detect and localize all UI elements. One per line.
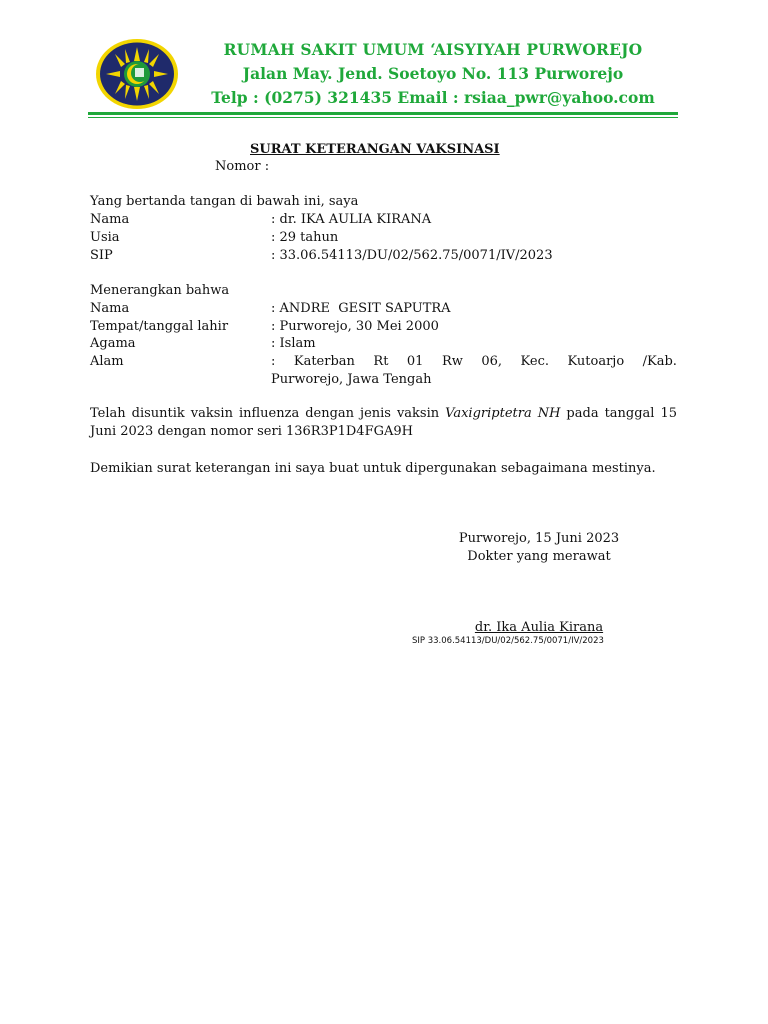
signer-nama-value: : dr. IKA AULIA KIRANA [271,212,432,227]
alamat-word: Rt [373,354,389,369]
patient-alamat-label: Alam [90,354,124,369]
alamat-word: Rw [441,354,463,369]
nomor-label: Nomor : [215,159,270,174]
aisyiyah-sun-emblem-icon [94,37,180,111]
letterhead-thick-rule [88,112,678,115]
hospital-name: RUMAH SAKIT UMUM ‘AISYIYAH PURWOREJO [223,40,643,59]
alamat-word: 01 [406,354,424,369]
signature-sip: SIP 33.06.54113/DU/02/562.75/0071/IV/2023 [412,636,604,646]
signer-sip-value: : 33.06.54113/DU/02/562.75/0071/IV/2023 [271,248,553,263]
alamat-word: 06, [481,354,503,369]
vaccine-paragraph [90,405,677,441]
document-title: SURAT KETERANGAN VAKSINASI [250,142,500,157]
menerangkan-text: Menerangkan bahwa [90,283,230,298]
alamat-word: /Kab. [642,354,677,369]
signer-sip-label: SIP [90,248,113,263]
letterhead-thin-rule [88,117,678,118]
vaccine-text-before: Telah disuntik vaksin influenza dengan jenis vaksin [90,406,446,421]
signature-name [400,619,678,637]
vaccine-name: Vaxigriptetra NH [445,406,561,421]
vaccine-text-after: pada tanggal 15 Juni 2023 dengan nomor seri 136R3P1D4FGA9H [90,406,678,439]
alamat-word: Katerban [293,354,355,369]
signer-nama-label: Nama [90,212,130,227]
patient-agama-value: : Islam [271,336,316,351]
alamat-line-1 [271,353,677,371]
signature-name-text: dr. Ika Aulia Kirana [474,620,604,635]
patient-ttl-label: Tempat/tanggal lahir [90,319,229,334]
patient-ttl-value: : Purworejo, 30 Mei 2000 [271,319,439,334]
signer-usia-value: : 29 tahun [271,230,339,245]
signature-place-date: Purworejo, 15 Juni 2023 [458,531,620,546]
hospital-address: Jalan May. Jend. Soetoyo No. 113 Purworejo [242,64,624,83]
patient-nama-label: Nama [90,301,130,316]
patient-agama-label: Agama [90,336,136,351]
alamat-line-2: Purworejo, Jawa Tengah [271,372,432,387]
signature-role: Dokter yang merawat [467,549,611,564]
patient-alamat-value [271,353,677,389]
alamat-word: Kec. [520,354,549,369]
patient-nama-value: : ANDRE GESIT SAPUTRA [271,301,451,316]
intro-text: Yang bertanda tangan di bawah ini, saya [90,194,359,209]
hospital-contact: Telp : (0275) 321435 Email : rsiaa_pwr@yahoo.com [211,88,655,107]
alamat-word: Kutoarjo [567,354,625,369]
closing-paragraph: Demikian surat keterangan ini saya buat untuk dipergunakan sebagaimana mestinya. [90,461,656,476]
signer-usia-label: Usia [90,230,120,245]
letterhead [196,38,670,110]
alamat-word: : [271,354,276,369]
